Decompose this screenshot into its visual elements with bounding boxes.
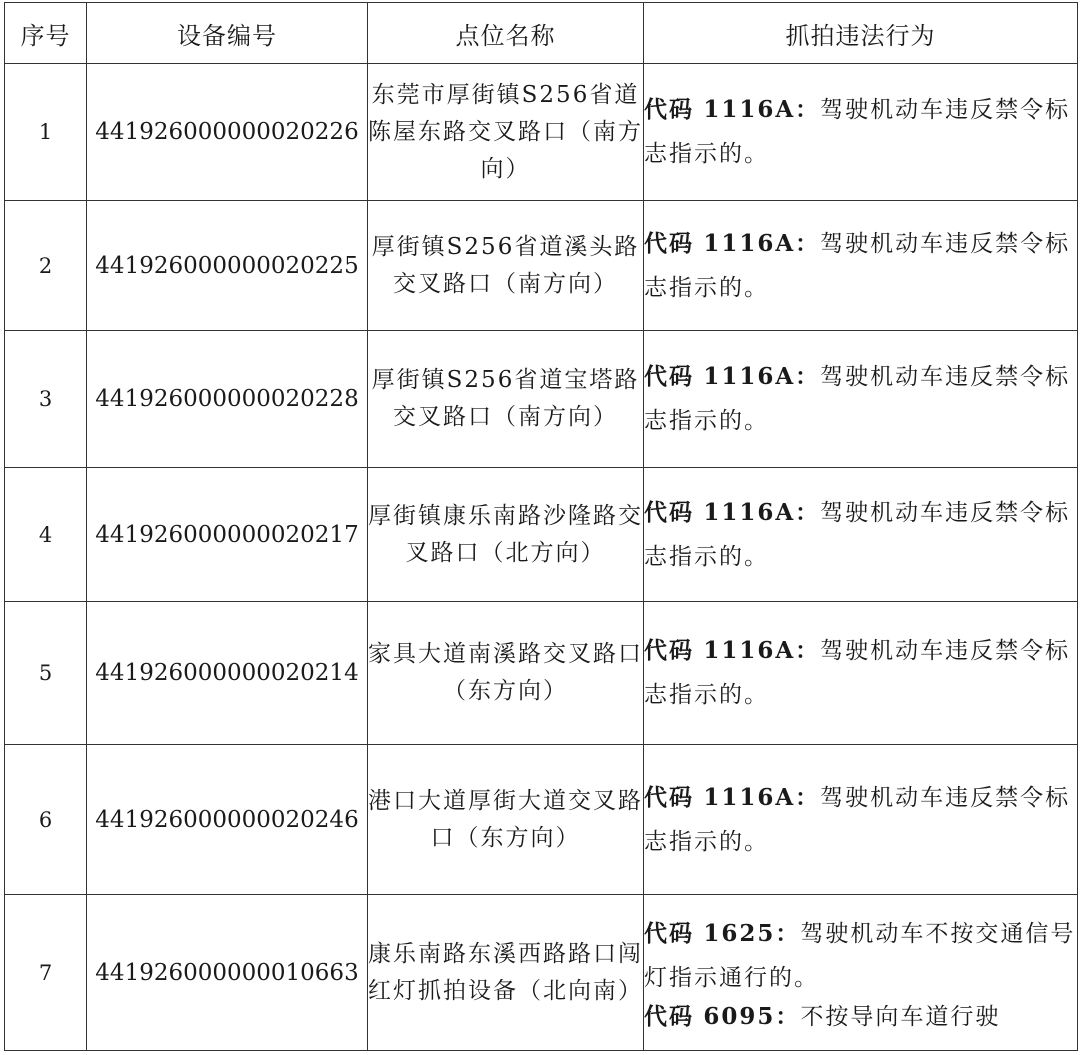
row-location: 家具大道南溪路交叉路口（东方向）	[368, 602, 644, 745]
row-seq: 7	[5, 895, 87, 1051]
row-location: 厚街镇S256省道宝塔路交叉路口（南方向）	[368, 331, 644, 468]
violation-code: 1116A：	[703, 498, 821, 526]
row-violation	[644, 468, 1078, 602]
violation-devices-table	[4, 2, 1078, 1051]
row-device-id: 441926000000020214	[87, 602, 368, 745]
header-seq: 序号	[5, 3, 87, 64]
table-row	[5, 64, 1078, 201]
row-device-id: 441926000000010663	[87, 895, 368, 1051]
table-header-row	[5, 3, 1078, 64]
header-violation: 抓拍违法行为	[644, 3, 1078, 64]
violation-line	[644, 912, 1077, 1000]
violation-text: 驾驶机动车违反禁令标志指示的。	[644, 638, 1071, 708]
row-device-id: 441926000000020228	[87, 331, 368, 468]
row-device-id: 441926000000020225	[87, 201, 368, 331]
violation-text: 不按导向车道行驶	[800, 1003, 1001, 1030]
table-row	[5, 331, 1078, 468]
row-violation	[644, 895, 1078, 1051]
table-row	[5, 468, 1078, 602]
row-seq: 4	[5, 468, 87, 602]
violation-code-label: 代码	[644, 229, 694, 257]
violation-code-label: 代码	[644, 919, 694, 947]
header-location: 点位名称	[368, 3, 644, 64]
violation-code: 1625：	[703, 919, 801, 947]
table-row	[5, 745, 1078, 895]
violation-code-label: 代码	[644, 498, 694, 526]
violation-code: 1116A：	[703, 783, 821, 811]
row-violation	[644, 64, 1078, 201]
row-location: 港口大道厚街大道交叉路口（东方向）	[368, 745, 644, 895]
row-device-id: 441926000000020246	[87, 745, 368, 895]
violation-line	[644, 1000, 1077, 1034]
violation-code-label: 代码	[644, 637, 694, 664]
violation-text: 驾驶机动车违反禁令标志指示的。	[644, 230, 1071, 301]
violation-code-label: 代码	[644, 363, 694, 390]
row-violation	[644, 201, 1078, 331]
row-location: 厚街镇S256省道溪头路交叉路口（南方向）	[368, 201, 644, 331]
row-seq: 1	[5, 64, 87, 201]
violation-code: 1116A：	[703, 363, 821, 390]
row-seq: 5	[5, 602, 87, 745]
header-device-id: 设备编号	[87, 3, 368, 64]
violation-code-label: 代码	[644, 96, 694, 123]
violation-text: 驾驶机动车违反禁令标志指示的。	[644, 97, 1071, 167]
row-location: 康乐南路东溪西路路口闯红灯抓拍设备（北向南）	[368, 895, 644, 1051]
table-row	[5, 602, 1078, 745]
violation-code: 1116A：	[703, 637, 821, 664]
row-seq: 2	[5, 201, 87, 331]
violation-code: 6095：	[703, 1002, 801, 1030]
row-device-id: 441926000000020226	[87, 64, 368, 201]
row-seq: 6	[5, 745, 87, 895]
row-violation	[644, 331, 1078, 468]
table-row	[5, 895, 1078, 1051]
violation-text: 驾驶机动车违反禁令标志指示的。	[644, 499, 1071, 570]
violation-text: 驾驶机动车违反禁令标志指示的。	[644, 784, 1071, 855]
violation-text: 驾驶机动车违反禁令标志指示的。	[644, 364, 1071, 434]
row-location: 厚街镇康乐南路沙隆路交叉路口（北方向）	[368, 468, 644, 602]
violation-code-label: 代码	[644, 783, 694, 811]
violation-code: 1116A：	[703, 96, 821, 123]
violation-code-label: 代码	[644, 1002, 694, 1030]
violation-text: 驾驶机动车不按交通信号灯指示通行的。	[644, 920, 1076, 991]
row-seq: 3	[5, 331, 87, 468]
row-device-id: 441926000000020217	[87, 468, 368, 602]
row-violation	[644, 602, 1078, 745]
violation-code: 1116A：	[703, 229, 821, 257]
row-violation	[644, 745, 1078, 895]
table-row	[5, 201, 1078, 331]
row-location: 东莞市厚街镇S256省道陈屋东路交叉路口（南方向）	[368, 64, 644, 201]
